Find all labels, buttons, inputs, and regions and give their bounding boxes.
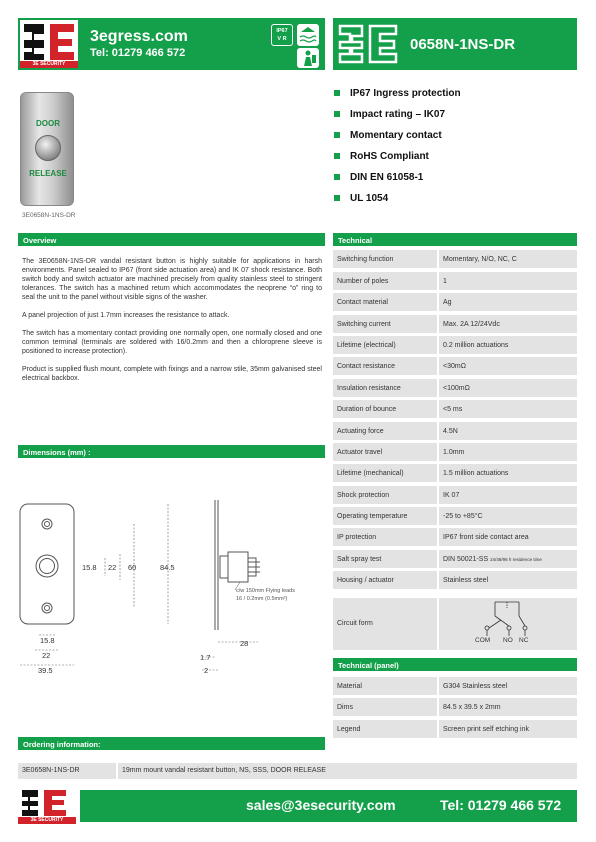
overview-body bbox=[22, 257, 322, 383]
bullet-square-icon bbox=[334, 174, 340, 180]
technical-header: Technical bbox=[333, 233, 577, 246]
panel-key: Dims bbox=[333, 698, 437, 716]
feature-label: RoHS Compliant bbox=[350, 151, 429, 162]
dim-28: 28 bbox=[240, 639, 249, 648]
footer-tel: Tel: 01279 466 572 bbox=[440, 797, 562, 813]
tech-row bbox=[333, 379, 577, 397]
dim-2: 2 bbox=[204, 666, 209, 675]
tech-row bbox=[333, 272, 577, 290]
product-caption: 3E0658N-1NS-DR bbox=[22, 212, 76, 219]
overview-header: Overview bbox=[18, 233, 325, 246]
panel-value: Screen print self etching ink bbox=[439, 720, 577, 738]
ordering-code-cell bbox=[18, 763, 116, 779]
tech-key: Operating temperature bbox=[333, 507, 437, 525]
tech-key: Housing / actuator bbox=[333, 571, 437, 589]
feature-label: UL 1054 bbox=[350, 193, 389, 204]
circuit-nc-label: NC bbox=[519, 637, 529, 644]
dimension-drawing bbox=[10, 490, 330, 680]
tech-value: 4.5N bbox=[439, 422, 577, 440]
tech-value: IP67 front side contact area bbox=[439, 528, 577, 546]
tech-row bbox=[333, 336, 577, 354]
overview-paragraph: Product is supplied flush mount, complete with fixings and a narrow stile, 35mm galvanised steel electrical backbox. bbox=[22, 366, 322, 382]
dim-60: 60 bbox=[128, 563, 137, 572]
tech-row bbox=[333, 486, 577, 504]
footer-logo bbox=[18, 788, 76, 824]
panel-value: 84.5 x 39.5 x 2mm bbox=[439, 698, 577, 716]
panel-key: Legend bbox=[333, 720, 437, 738]
flying-leads-note-1: c/w 150mm Flying leads bbox=[236, 588, 295, 594]
circuit-no-label: NO bbox=[503, 637, 513, 644]
ordering-desc: 19mm mount vandal resistant button, NS, SSS, DOOR RELEASE bbox=[122, 767, 326, 774]
tech-value: Ag bbox=[439, 293, 577, 311]
dim-39-5: 39.5 bbox=[38, 666, 53, 675]
ordering-header: Ordering information: bbox=[18, 737, 325, 750]
tech-key: Actuating force bbox=[333, 422, 437, 440]
panel-row bbox=[333, 720, 577, 738]
brand-mark-outline bbox=[336, 22, 400, 66]
bullet-square-icon bbox=[334, 132, 340, 138]
installer-icon bbox=[297, 48, 319, 68]
tech-row bbox=[333, 571, 577, 589]
tech-row bbox=[333, 357, 577, 375]
logo-caption: 3E SECURITY bbox=[20, 61, 78, 68]
tech-value bbox=[439, 550, 577, 568]
tech-key: Actuator travel bbox=[333, 443, 437, 461]
tech-value-main: DIN 50021-SS bbox=[443, 556, 489, 563]
panel-key: Material bbox=[333, 677, 437, 695]
dim-1-7: 1.7 bbox=[200, 653, 211, 662]
panel-row bbox=[333, 698, 577, 716]
panel-row bbox=[333, 677, 577, 695]
feature-label: DIN EN 61058-1 bbox=[350, 172, 424, 183]
technical-panel-header: Technical (panel) bbox=[333, 658, 577, 671]
ip67-badge bbox=[271, 24, 293, 46]
tech-value: -25 to +85°C bbox=[439, 507, 577, 525]
ip67-badge-line2: V R bbox=[277, 36, 287, 42]
tech-key: Switching current bbox=[333, 315, 437, 333]
tech-key: Switching function bbox=[333, 250, 437, 268]
product-label-bottom: RELEASE bbox=[29, 169, 67, 178]
tech-value: Max. 2A 12/24Vdc bbox=[439, 315, 577, 333]
dim-84-5: 84.5 bbox=[160, 563, 175, 572]
brand-logo bbox=[20, 20, 78, 68]
dimensions-header: Dimensions (mm) : bbox=[18, 445, 325, 458]
product-code-title: 0658N-1NS-DR bbox=[410, 36, 516, 53]
feature-label: Impact rating – IK07 bbox=[350, 109, 446, 120]
tech-value: 1.5 million actuations bbox=[439, 464, 577, 482]
bullet-square-icon bbox=[334, 153, 340, 159]
dim-15-8-v: 15.8 bbox=[82, 563, 97, 572]
bullet-square-icon bbox=[334, 195, 340, 201]
overview-paragraph: A panel projection of just 1.7mm increases the resistance to attack. bbox=[22, 312, 230, 319]
header-tel: Tel: 01279 466 572 bbox=[90, 47, 186, 59]
tech-key: Lifetime (electrical) bbox=[333, 336, 437, 354]
tech-key: Shock protection bbox=[333, 486, 437, 504]
ip67-badge-line1: IP67 bbox=[276, 28, 288, 34]
tech-row bbox=[333, 443, 577, 461]
dim-15-8-h: 15.8 bbox=[40, 636, 55, 645]
tech-key: Contact resistance bbox=[333, 357, 437, 375]
tech-row bbox=[333, 400, 577, 418]
tech-row bbox=[333, 293, 577, 311]
tech-key: Number of poles bbox=[333, 272, 437, 290]
bullet-square-icon bbox=[334, 90, 340, 96]
tech-value: IK 07 bbox=[439, 486, 577, 504]
tech-value: 1 bbox=[439, 272, 577, 290]
feature-label: IP67 Ingress protection bbox=[350, 88, 461, 99]
circuit-com-label: COM bbox=[475, 637, 491, 644]
tech-row bbox=[333, 315, 577, 333]
feature-label: Momentary contact bbox=[350, 130, 442, 141]
circuit-key-cell bbox=[333, 598, 437, 650]
tech-value: <30mΩ bbox=[439, 357, 577, 375]
product-photo bbox=[20, 92, 74, 206]
tech-key: IP protection bbox=[333, 528, 437, 546]
dim-22-h: 22 bbox=[42, 651, 51, 660]
tech-value: Stainless steel bbox=[439, 571, 577, 589]
tech-row bbox=[333, 550, 577, 568]
tech-key: Contact material bbox=[333, 293, 437, 311]
overview-paragraph: The 3E0658N-1NS-DR vandal resistant button is highly suitable for applications in harsh environments. Panel sealed to IP67 (front side actuation area) and IK 07 shock resistance. Both switch body and switch actuator are machined precisely from quality stainless steel to stringent tolerances. The switch has a machined return which accommodates the neoprene “o” ring to seal the unit to the panel without visible signs of the washer. bbox=[22, 258, 322, 301]
tech-value: <5 ms bbox=[439, 400, 577, 418]
tech-value: 0.2 million actuations bbox=[439, 336, 577, 354]
tech-row bbox=[333, 464, 577, 482]
ordering-code: 3E0658N-1NS-DR bbox=[22, 767, 80, 774]
flying-leads-note-2: 16 / 0.2mm (0.5mm²) bbox=[236, 596, 288, 602]
tech-key: Insulation resistance bbox=[333, 379, 437, 397]
ordering-row bbox=[18, 763, 577, 779]
overview-paragraph: The switch has a momentary contact providing one normally open, one normally closed and one common terminal (terminals are soldered with 16/0.2mm and then a chloroprene sleeve is positioned to increase protection). bbox=[22, 330, 322, 355]
bullet-square-icon bbox=[334, 111, 340, 117]
fixing-hole-top bbox=[42, 519, 52, 529]
tech-key: Lifetime (mechanical) bbox=[333, 464, 437, 482]
tech-row bbox=[333, 528, 577, 546]
switch-body-side bbox=[220, 556, 228, 578]
fixing-hole-bottom bbox=[42, 603, 52, 613]
tech-value: 1.0mm bbox=[439, 443, 577, 461]
tech-key: Duration of bounce bbox=[333, 400, 437, 418]
tech-row bbox=[333, 250, 577, 268]
footer-logo-caption: 3E SECURITY bbox=[18, 817, 76, 824]
tech-row bbox=[333, 422, 577, 440]
ordering-desc-cell bbox=[118, 763, 577, 779]
tech-key: Salt spray test bbox=[333, 550, 437, 568]
dim-22-v: 22 bbox=[108, 563, 117, 572]
tech-value: Momentary, N/O, NC, C bbox=[439, 250, 577, 268]
tech-row bbox=[333, 507, 577, 525]
circuit-label: Circuit form bbox=[337, 620, 373, 627]
product-label-top: DOOR bbox=[36, 119, 60, 128]
circuit-diagram-cell bbox=[439, 598, 577, 650]
product-button bbox=[35, 135, 61, 161]
panel-value: G304 Stainless steel bbox=[439, 677, 577, 695]
tech-value-sub: 24/48/96 h residence time bbox=[490, 557, 542, 562]
water-icon bbox=[297, 24, 319, 46]
tech-value: <100mΩ bbox=[439, 379, 577, 397]
circuit-row bbox=[333, 598, 577, 650]
footer-email[interactable]: sales@3esecurity.com bbox=[246, 797, 396, 813]
header-site[interactable]: 3egress.com bbox=[90, 28, 188, 45]
